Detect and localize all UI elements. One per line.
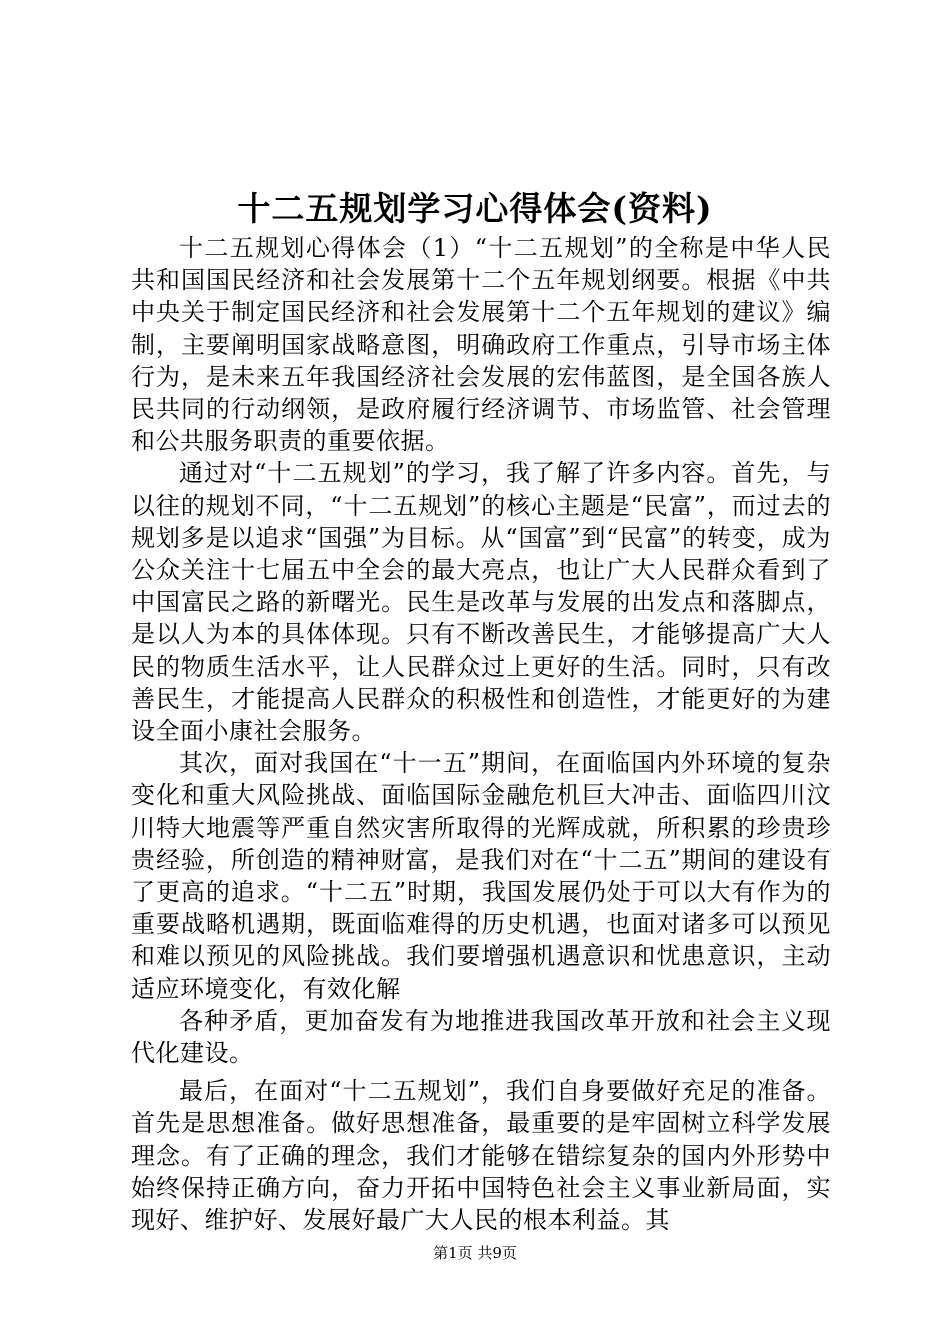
paragraph-1: 十二五规划心得体会（1）“十二五规划”的全称是中华人民共和国国民经济和社会发展第十二个五年规划纲要。根据《中共中央关于制定国民经济和社会发展第十二个五年规划的建议》编制，主要阐明国家战略意图，明确政府工作重点，引导市场主体行为，是未来五年我国经济社会发展的宏伟蓝图，是全国各族人民共同的行动纲领，是政府履行经济调节、市场监管、社会管理和公共服务职责的重要依据。 <box>131 234 831 456</box>
paragraph-2: 通过对“十二五规划”的学习，我了解了许多内容。首先，与以往的规划不同，“十二五规划”的核心主题是“民富”，而过去的规划多是以追求“国强”为目标。从“国富”到“民富”的转变，成为公众关注十七届五中全会的最大亮点，也让广大人民群众看到了中国富民之路的新曙光。民生是改革与发展的出发点和落脚点，是以人为本的具体体现。只有不断改善民生，才能够提高广大人民的物质生活水平，让人民群众过上更好的生活。同时，只有改善民生，才能提高人民群众的积极性和创造性，才能更好的为建设全面小康社会服务。 <box>131 459 831 746</box>
paragraph-3: 其次，面对我国在“十一五”期间，在面临国内外环境的复杂变化和重大风险挑战、面临国际金融危机巨大冲击、面临四川汶川特大地震等严重自然灾害所取得的光辉成就，所积累的珍贵珍贵经验，所创造的精神财富，是我们对在“十二五”期间的建设有了更高的追求。“十二五”时期，我国发展仍处于可以大有作为的重要战略机遇期，既面临难得的历史机遇，也面对诸多可以预见和难以预见的风险挑战。我们要增强机遇意识和忧患意识，主动适应环境变化，有效化解 <box>131 749 831 1003</box>
document-body <box>131 232 831 1236</box>
document-title: 十二五规划学习心得体会(资料) <box>237 189 713 228</box>
paragraph-4: 各种矛盾，更加奋发有为地推进我国改革开放和社会主义现代化建设。 <box>131 1006 831 1068</box>
page-number: 第1页 共9页 <box>433 1244 517 1262</box>
paragraph-5: 最后，在面对“十二五规划”，我们自身要做好充足的准备。首先是思想准备。做好思想准备，最重要的是牢固树立科学发展理念。有了正确的理念，我们才能够在错综复杂的国内外形势中始终保持正确方向，奋力开拓中国特色社会主义事业新局面，实现好、维护好、发展好最广大人民的根本利益。其 <box>131 1077 831 1235</box>
